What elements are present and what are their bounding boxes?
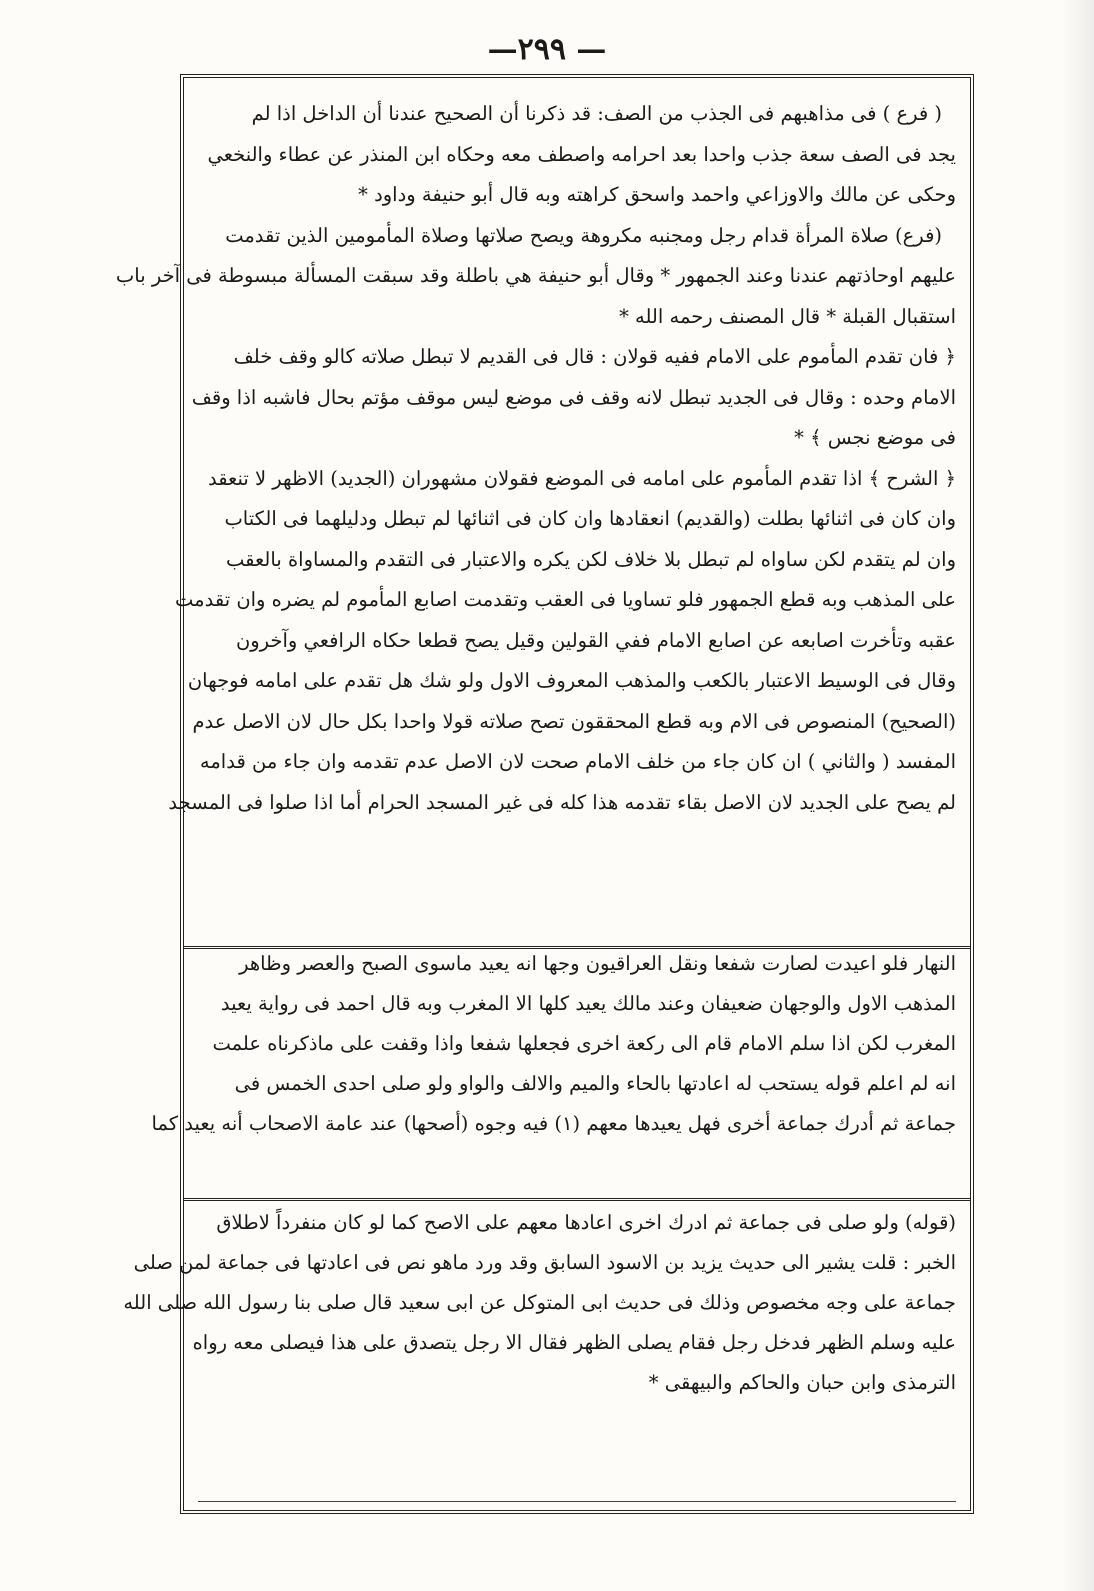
commentary-block-2	[123, 1203, 956, 1403]
text-line: وقال فى الوسيط الاعتبار بالكعب والمذهب المعروف الاول ولو شك هل تقدم على امامه فوجهان	[187, 669, 956, 692]
text-line: انه لم اعلم قوله يستحب له اعادتها بالحاء والميم والالف والواو ولو صلى احدى الخمس فى	[234, 1072, 956, 1095]
text-line: الترمذى وابن حبان والحاكم والبيهقى *	[648, 1371, 956, 1394]
text-line: عليه وسلم الظهر فدخل رجل فقام يصلى الظهر فقال الا رجل يتصدق على هذا فيصلى معه رواه	[192, 1331, 956, 1354]
text-line: المغرب لكن اذا سلم الامام قام الى ركعة اخرى فجعلها شفعا واذا وقفت على ماذكرناه علمت	[212, 1032, 956, 1055]
commentary-block-1	[151, 944, 956, 1144]
text-line: وحكى عن مالك والاوزاعي واحمد واسحق كراهته وبه قال أبو حنيفة وداود *	[358, 183, 956, 206]
text-line: على المذهب وبه قطع الجمهور فلو تساويا فى العقب وتقدمت اصابع المأموم لم يضره وان تقدمت	[175, 588, 956, 611]
text-line: لم يصح على الجديد لان الاصل بقاء تقدمه هذا كله فى غير المسجد الحرام أما اذا صلوا فى المسجد	[168, 790, 956, 814]
text-line: الامام وحده : وقال فى الجديد تبطل لانه وقف فى موضع ليس موقف مؤتم بحال فاشبه اذا وقف	[191, 385, 956, 409]
text-line: استقبال القبلة * قال المصنف رحمه الله *	[619, 304, 956, 328]
text-line: الخبر : قلت يشير الى حديث يزيد بن الاسود السابق وقد ورد ماهو نص فى اعادتها فى جماعة لمن صلى	[133, 1251, 956, 1274]
text-line: وان لم يتقدم لكن ساواه لم تبطل بلا خلاف لكن يكره والاعتبار فى التقدم والمساواة بالعقب	[226, 547, 956, 571]
text-line: يجد فى الصف سعة جذب واحدا بعد احرامه واصطف معه وحكاه ابن المنذر عن عطاء والنخعي	[207, 142, 956, 166]
scan-shadow	[1062, 0, 1094, 1591]
page-number: — ٢٩٩—	[487, 32, 607, 67]
main-text	[115, 94, 956, 823]
text-line: المذهب الاول والوجهان ضعيفان وعند مالك يعيد كلها الا المغرب وبه قال احمد فى رواية يعيد	[220, 992, 956, 1015]
text-line: النهار فلو اعيدت لصارت شفعا ونقل العراقيون وجها انه يعيد ماسوى الصبح والعصر وظاهر	[239, 952, 956, 975]
text-line: جماعة على وجه مخصوص وذلك فى حديث ابى المتوكل عن ابى سعيد قال صلى بنا رسول الله صلى الله	[123, 1291, 956, 1314]
text-line: (فرع) صلاة المرأة قدام رجل ومجنبه مكروهة ويصح صلاتها وصلاة المأمومين الذين تقدمت	[225, 223, 942, 247]
text-line: عليهم اوحاذتهم عندنا وعند الجمهور * وقال أبو حنيفة هي باطلة وقد سبقت المسألة مبسوطة فى آخر باب	[115, 264, 956, 287]
text-line: ﴿ الشرح ﴾ اذا تقدم المأموم على امامه فى الموضع فقولان مشهوران (الجديد) الاظهر لا تنعقد	[207, 466, 956, 490]
text-line: وان كان فى اثنائها بطلت (والقديم) انعقادها وان كان فى اثنائها لم تبطل ودليلهما فى الكتاب	[224, 507, 956, 530]
text-line: جماعة ثم أدرك جماعة أخرى فهل يعيدها معهم (١) فيه وجوه (أصحها) عند عامة الاصحاب أنه يعيد كما	[151, 1112, 956, 1135]
section-divider	[184, 1198, 970, 1201]
text-line: المفسد ( والثاني ) ان كان جاء من خلف الامام صحت لان الاصل عدم تقدمه وان جاء من قدامه	[199, 750, 956, 773]
text-line: ﴿ فان تقدم المأموم على الامام ففيه قولان : قال فى القديم لا تبطل صلاته كالو وقف خلف	[233, 345, 956, 368]
page-frame	[115, 74, 974, 1514]
text-line: عقبه وتأخرت اصابعه عن اصابع الامام ففي القولين وقيل يصح قطعا حكاه الرافعي وآخرون	[235, 628, 956, 652]
text-line: (قوله) ولو صلى فى جماعة ثم ادرك اخرى اعادها معهم على الاصح كما لو كان منفرداً لاطلاق	[216, 1211, 956, 1234]
text-line: فى موضع نجس ﴾ *	[794, 426, 956, 449]
text-line: ( فرع ) فى مذاهبهم فى الجذب من الصف: قد ذكرنا أن الصحيح عندنا أن الداخل اذا لم	[251, 102, 942, 125]
bottom-divider	[198, 1501, 956, 1502]
text-line: (الصحيح) المنصوص فى الام وبه قطع المحققون تصح صلاته قولا واحدا بكل حال لان الاصل عدم	[192, 709, 956, 733]
